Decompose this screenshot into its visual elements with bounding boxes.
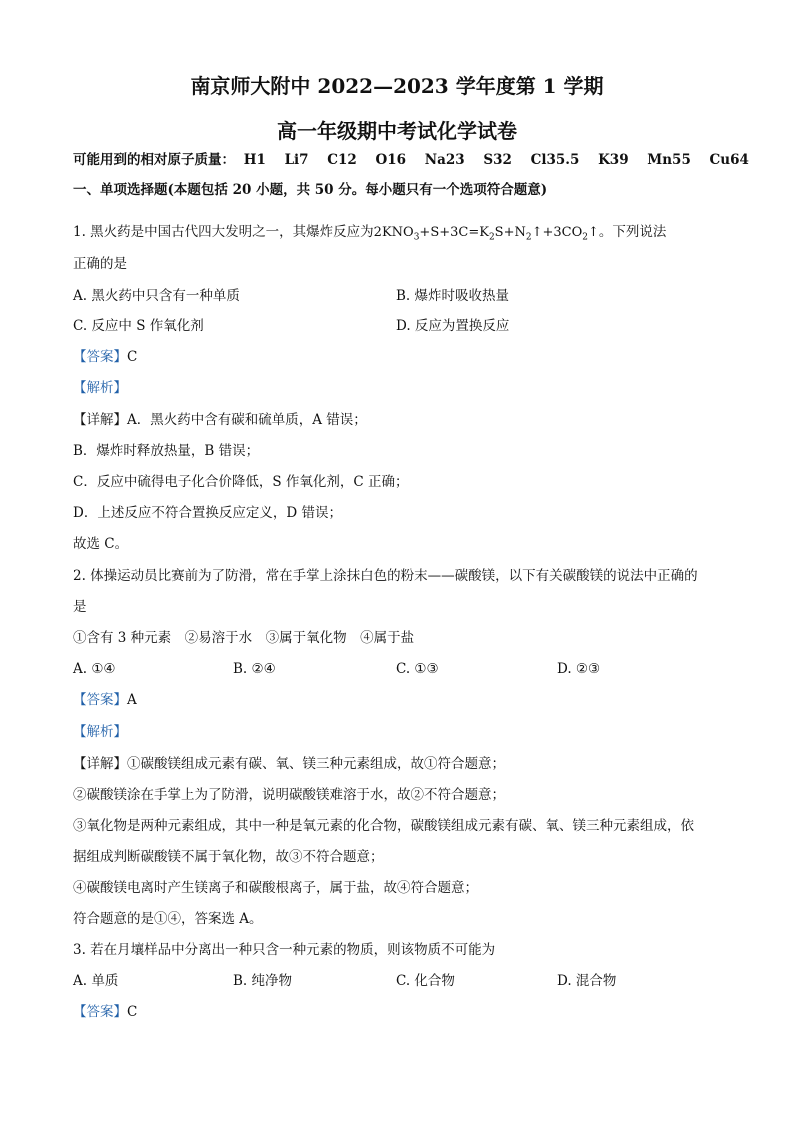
q1-option-d: D. 反应为置换反应 (396, 318, 510, 334)
exam-title: 南京师大附中 2022—2023 学年度第 1 学期 (190, 74, 604, 98)
detail-label: 【详解】 (73, 756, 127, 772)
q1-equation: $2KNO_3+S+3C=K_2S+N_2↑+3CO_2↑$ (373, 225, 599, 243)
atomic-mass-item: Cl35.5 (530, 152, 580, 168)
q2-answer (73, 690, 137, 710)
q3-option-a: A. 单质 (73, 973, 119, 989)
answer-value: A (127, 692, 137, 708)
q3-stem: 3. 若在月壤样品中分离出一种只含一种元素的物质，则该物质不可能为 (73, 942, 496, 958)
q1-detail-3: C．反应中硫得电子化合价降低，S 作氧化剂，C 正确； (73, 474, 409, 490)
answer-label: 【答案】 (73, 1004, 127, 1020)
q2-analysis-label: 【解析】 (73, 724, 127, 740)
atomic-mass-row (73, 150, 763, 170)
q2-option-a: A. ①④ (73, 661, 116, 677)
q1-option-c: C. 反应中 S 作氧化剂 (73, 318, 204, 334)
q3-option-b: B. 纯净物 (233, 973, 293, 989)
q1-detail-2: B．爆炸时释放热量，B 错误； (73, 443, 260, 459)
detail-label: 【详解】 (73, 412, 127, 428)
q1-option-a: A. 黑火药中只含有一种单质 (73, 288, 240, 304)
q1-answer (73, 347, 137, 367)
atomic-mass-item: K39 (598, 152, 629, 168)
q3-option-c: C. 化合物 (396, 973, 455, 989)
atomic-mass-item: Cu64 (709, 152, 749, 168)
q2-items: ①含有 3 种元素 ②易溶于水 ③属于氧化物 ④属于盐 (73, 630, 415, 646)
q3-answer (73, 1002, 137, 1022)
q1-stem-pre: 1. 黑火药是中国古代四大发明之一，其爆炸反应为 (73, 224, 374, 240)
atomic-mass-item: H1 (243, 152, 266, 168)
q2-option-b: B. ②④ (233, 661, 276, 677)
q1-detail-5: 故选 C。 (73, 536, 129, 552)
atomic-mass-item: Li7 (284, 152, 309, 168)
atomic-mass-item: C12 (327, 152, 357, 168)
answer-value: C (127, 349, 138, 365)
answer-label: 【答案】 (73, 692, 127, 708)
q2-detail-4: ④碳酸镁电离时产生镁离子和碳酸根离子，属于盐，故④符合题意； (73, 880, 478, 896)
q2-stem-2: 是 (73, 599, 87, 615)
q2-detail-3a: ③氧化物是两种元素组成，其中一种是氧元素的化合物，碳酸镁组成元素有碳、氧、镁三种元素组成，依 (73, 818, 694, 834)
q1-detail-4: D．上述反应不符合置换反应定义，D 错误； (73, 505, 342, 521)
atomic-mass-item: O16 (375, 152, 407, 168)
q1-analysis-label: 【解析】 (73, 380, 127, 396)
atomic-mass-item: Na23 (424, 152, 465, 168)
section-heading: 一、单项选择题(本题包括 20 小题，共 50 分。每小题只有一个选项符合题意) (73, 182, 548, 198)
answer-label: 【答案】 (73, 349, 127, 365)
q3-option-d: D. 混合物 (557, 973, 617, 989)
answer-value: C (127, 1004, 138, 1020)
q2-option-c: C. ①③ (396, 661, 439, 677)
q2-detail-3b: 据组成判断碳酸镁不属于氧化物，故③不符合题意； (73, 849, 384, 865)
q1-stem-post: 。下列说法 (598, 224, 667, 240)
atomic-mass-item: S32 (483, 152, 512, 168)
q1-stem (73, 222, 666, 248)
atomic-mass-item: Mn55 (647, 152, 691, 168)
q2-detail-2: ②碳酸镁涂在手掌上为了防滑，说明碳酸镁难溶于水，故②不符合题意； (73, 787, 505, 803)
q1-stem-line2: 正确的是 (73, 256, 127, 272)
atomic-mass-label: 可能用到的相对原子质量： (73, 152, 235, 168)
q1-option-b: B. 爆炸时吸收热量 (396, 288, 510, 304)
exam-subtitle: 高一年级期中考试化学试卷 (277, 119, 517, 143)
q2-stem-1: 2. 体操运动员比赛前为了防滑，常在手掌上涂抹白色的粉末——碳酸镁，以下有关碳酸镁的说法中正确的 (73, 568, 698, 584)
q1-detail-1: 【详解】A．黑火药中含有碳和硫单质，A 错误； (73, 412, 367, 428)
q2-detail-5: 符合题意的是①④，答案选 A。 (73, 911, 263, 927)
q2-detail-1: 【详解】①碳酸镁组成元素有碳、氧、镁三种元素组成，故①符合题意； (73, 756, 505, 772)
q2-option-d: D. ②③ (557, 661, 601, 677)
